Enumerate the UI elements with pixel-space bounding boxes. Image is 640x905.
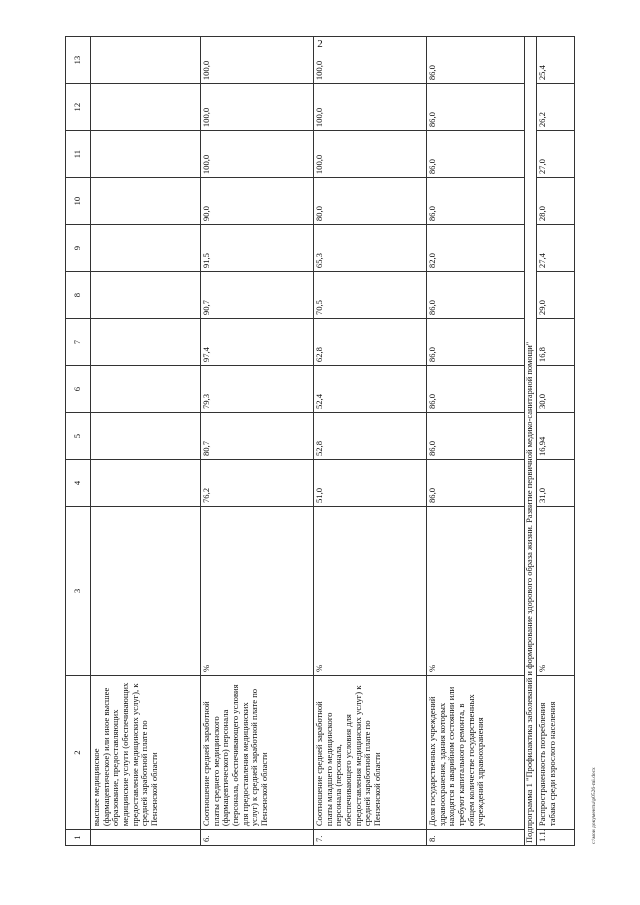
- value-cell: 76,2: [201, 460, 314, 507]
- unit-cell: [91, 507, 201, 676]
- header-cell: 7: [66, 319, 91, 366]
- value-cell: 100,0: [314, 84, 427, 131]
- value-cell: 27,0: [537, 131, 575, 178]
- header-cell: 9: [66, 225, 91, 272]
- value-cell: 86,0: [427, 37, 525, 84]
- header-cell: 11: [66, 131, 91, 178]
- rotated-table-container: [65, 36, 585, 846]
- value-cell: 30,0: [537, 366, 575, 413]
- indicators-table: [65, 36, 575, 846]
- table-row: [91, 37, 201, 846]
- value-cell: [91, 84, 201, 131]
- value-cell: 80,0: [314, 178, 427, 225]
- table-row: [201, 37, 314, 846]
- header-cell: 10: [66, 178, 91, 225]
- unit-cell: %: [427, 507, 525, 676]
- unit-cell: %: [537, 507, 575, 676]
- indicator-name: высшее медицинское (фармацевтическое) или иное высшее образование, предоставляющих медицинские услуги (обеспечивающих предоставление медицинских услуг), к средней заработной плате по Пензенской области: [91, 675, 201, 829]
- row-number: 7.: [314, 830, 427, 846]
- value-cell: 100,0: [201, 131, 314, 178]
- row-number: [91, 830, 201, 846]
- value-cell: 91,5: [201, 225, 314, 272]
- header-cell: 5: [66, 413, 91, 460]
- value-cell: 16,94: [537, 413, 575, 460]
- value-cell: 100,0: [201, 84, 314, 131]
- value-cell: 86,0: [427, 460, 525, 507]
- header-cell: 1: [66, 830, 91, 846]
- header-cell: 4: [66, 460, 91, 507]
- value-cell: [91, 37, 201, 84]
- indicator-name: Распространенность потребления табака среди взрослого населения: [537, 675, 575, 829]
- value-cell: 29,0: [537, 272, 575, 319]
- header-cell: 6: [66, 366, 91, 413]
- value-cell: 86,0: [427, 178, 525, 225]
- value-cell: 62,8: [314, 319, 427, 366]
- subprogram-row: [525, 37, 537, 846]
- value-cell: 82,0: [427, 225, 525, 272]
- value-cell: 70,5: [314, 272, 427, 319]
- value-cell: 26,2: [537, 84, 575, 131]
- value-cell: 90,0: [201, 178, 314, 225]
- value-cell: 97,4: [201, 319, 314, 366]
- value-cell: 52,8: [314, 413, 427, 460]
- value-cell: [91, 272, 201, 319]
- value-cell: 86,0: [427, 131, 525, 178]
- page-number: 2: [317, 38, 323, 50]
- value-cell: [91, 178, 201, 225]
- value-cell: 86,0: [427, 272, 525, 319]
- value-cell: [91, 225, 201, 272]
- table-row: [537, 37, 575, 846]
- subprogram-title: Подпрограмма 1 "Профилактика заболеваний и формирование здорового образа жизни. Развитие первичной медико-санитарной помощи": [525, 37, 537, 846]
- value-cell: 52,4: [314, 366, 427, 413]
- value-cell: 100,0: [314, 131, 427, 178]
- value-cell: 100,0: [201, 37, 314, 84]
- indicator-name: Соотношение средней заработной платы среднего медицинского (фармацевтического) персонала (персонала, обеспечивающего условия для предоставления медицинских услуг) к средней заработной плате по Пензенской области: [201, 675, 314, 829]
- row-number: 1.1.: [537, 830, 575, 846]
- header-cell: 3: [66, 507, 91, 676]
- header-cell: 8: [66, 272, 91, 319]
- file-path-footer: [591, 767, 603, 856]
- value-cell: [91, 413, 201, 460]
- value-cell: [91, 319, 201, 366]
- header-row: [66, 37, 91, 846]
- row-number: 6.: [201, 830, 314, 846]
- row-number: 8.: [427, 830, 525, 846]
- header-cell: 13: [66, 37, 91, 84]
- value-cell: 86,0: [427, 413, 525, 460]
- value-cell: 86,0: [427, 366, 525, 413]
- value-cell: 79,3: [201, 366, 314, 413]
- header-cell: 12: [66, 84, 91, 131]
- value-cell: 86,0: [427, 319, 525, 366]
- value-cell: 65,3: [314, 225, 427, 272]
- table-row: [427, 37, 525, 846]
- value-cell: 28,0: [537, 178, 575, 225]
- value-cell: 25,4: [537, 37, 575, 84]
- header-cell: 2: [66, 675, 91, 829]
- value-cell: 31,0: [537, 460, 575, 507]
- value-cell: 27,4: [537, 225, 575, 272]
- value-cell: [91, 460, 201, 507]
- unit-cell: %: [314, 507, 427, 676]
- value-cell: [91, 366, 201, 413]
- indicator-name: Доля государственных учреждений здравоохранения, здания которых находятся в аварийном состоянии или требуют капитального ремонта, в общем количестве государственных учреждений здравоохранения: [427, 675, 525, 829]
- value-cell: [91, 131, 201, 178]
- value-cell: 51,0: [314, 460, 427, 507]
- indicator-name: Соотношение средней заработной платы младшего медицинского персонала (персонала, обеспечивающего условия для предоставления медицинских услуг) к средней заработной плате по Пензенской области: [314, 675, 427, 829]
- value-cell: 100,0: [314, 37, 427, 84]
- unit-cell: %: [201, 507, 314, 676]
- value-cell: 80,7: [201, 413, 314, 460]
- value-cell: 90,7: [201, 272, 314, 319]
- value-cell: 86,0: [427, 84, 525, 131]
- value-cell: 16,8: [537, 319, 575, 366]
- file-path-text: c:\мои документы\p0526-mi.docx: [591, 767, 597, 844]
- table-row: [314, 37, 427, 846]
